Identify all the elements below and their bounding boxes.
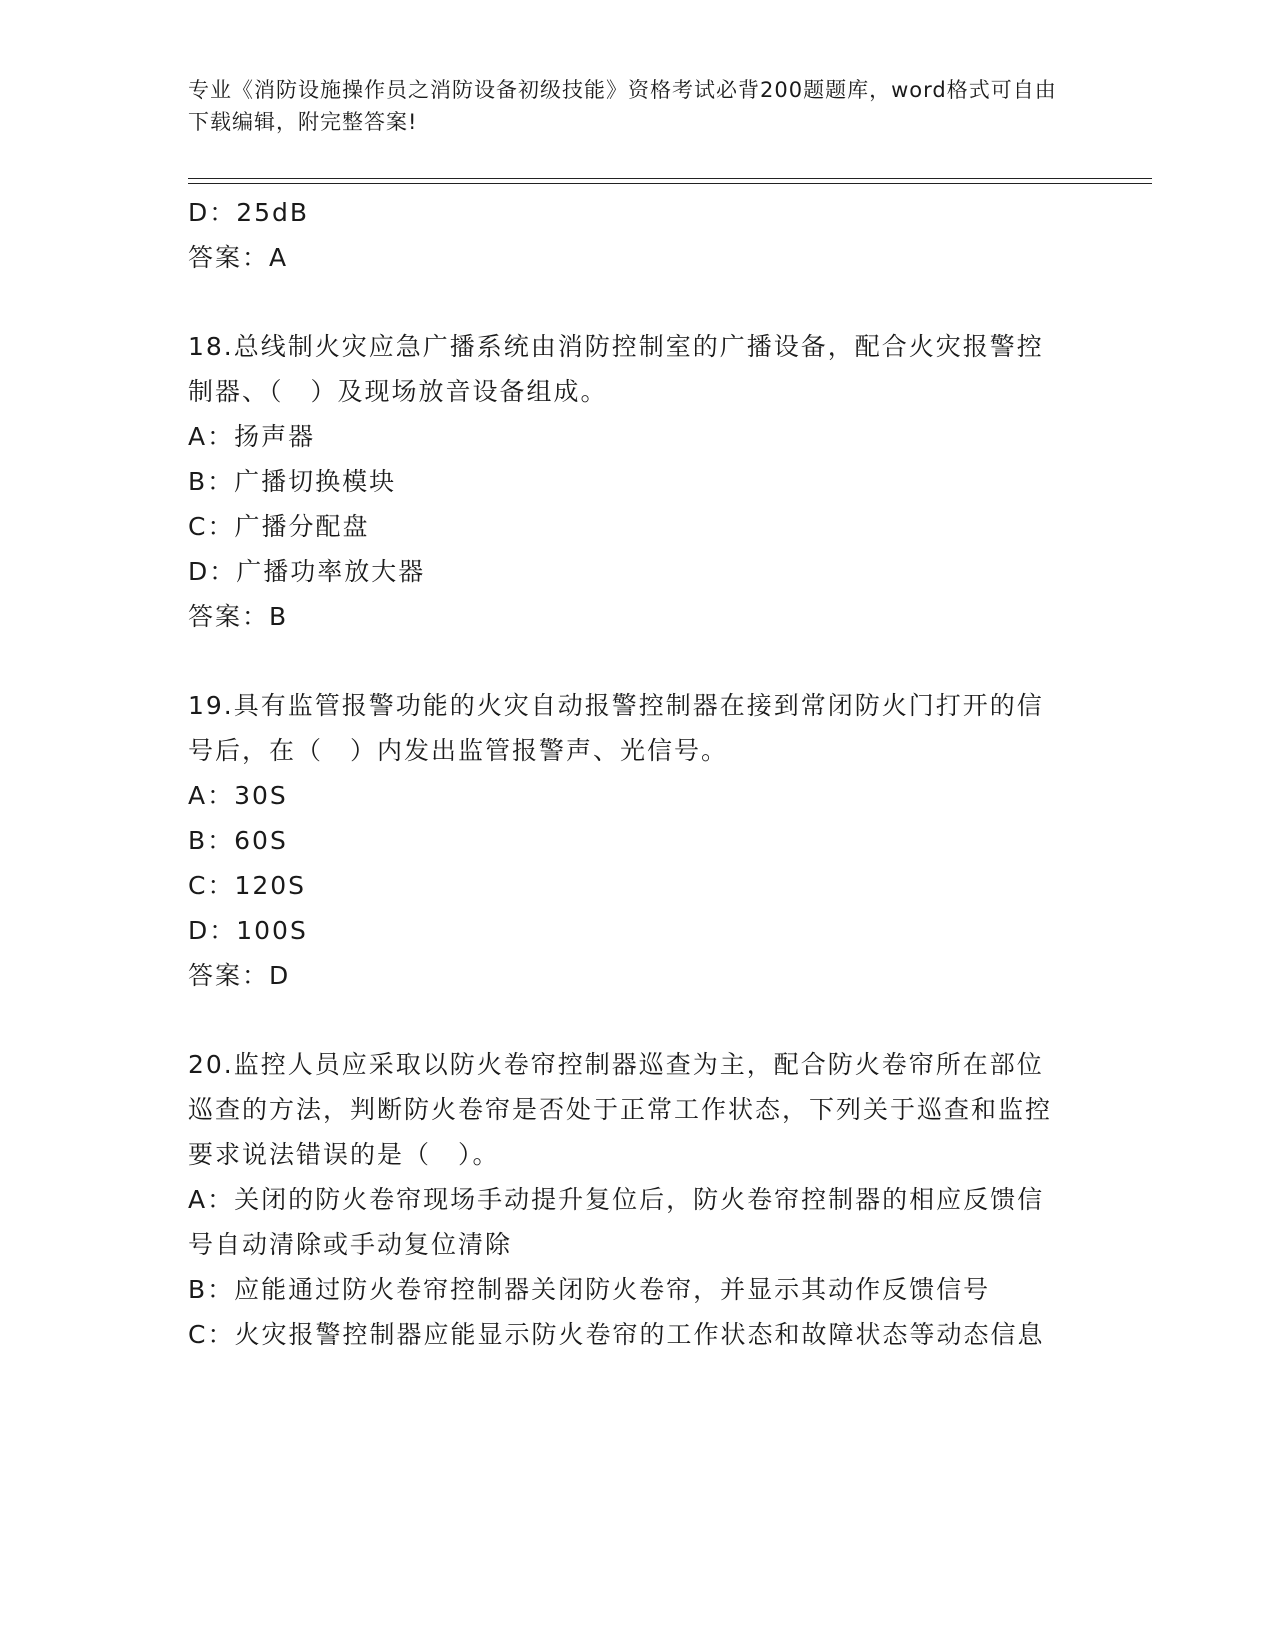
option-a: A：扬声器	[188, 422, 316, 451]
answer: 答案：D	[188, 961, 291, 990]
spacer	[188, 639, 1068, 683]
option-c: C：火灾报警控制器应能显示防火卷帘的工作状态和故障状态等动态信息	[188, 1320, 1045, 1349]
question-19	[188, 683, 1068, 998]
question-stem: 18.总线制火灾应急广播系统由消防控制室的广播设备，配合火灾报警控制器、（ ）及现场放音设备组成。	[188, 332, 1044, 406]
question-stem: 20.监控人员应采取以防火卷帘控制器巡查为主，配合防火卷帘所在部位巡查的方法，判断防火卷帘是否处于正常工作状态，下列关于巡查和监控要求说法错误的是（ ）。	[188, 1050, 1053, 1169]
option-b: B：广播切换模块	[188, 467, 397, 496]
header-rule-bottom	[188, 183, 1152, 184]
option-d-carry: D：25dB	[188, 198, 310, 227]
answer-carry: 答案：A	[188, 243, 289, 272]
option-c: C：120S	[188, 871, 307, 900]
document-body	[188, 190, 1068, 1357]
question-18	[188, 324, 1068, 639]
option-a: A：关闭的防火卷帘现场手动提升复位后，防火卷帘控制器的相应反馈信号自动清除或手动复位清除	[188, 1185, 1045, 1259]
option-b: B：60S	[188, 826, 288, 855]
question-stem: 19.具有监管报警功能的火灾自动报警控制器在接到常闭防火门打开的信号后，在（ ）内发出监管报警声、光信号。	[188, 691, 1044, 765]
option-d: D：100S	[188, 916, 308, 945]
option-c: C：广播分配盘	[188, 512, 370, 541]
answer: 答案：B	[188, 602, 289, 631]
option-d: D：广播功率放大器	[188, 557, 426, 586]
spacer	[188, 280, 1068, 324]
page-header: 专业《消防设施操作员之消防设备初级技能》资格考试必背200题题库，word格式可自由下载编辑，附完整答案!	[188, 78, 1057, 134]
option-a: A：30S	[188, 781, 288, 810]
question-20	[188, 1042, 1068, 1357]
header-rule-top	[188, 178, 1152, 179]
spacer	[188, 998, 1068, 1042]
option-b: B：应能通过防火卷帘控制器关闭防火卷帘，并显示其动作反馈信号	[188, 1275, 991, 1304]
